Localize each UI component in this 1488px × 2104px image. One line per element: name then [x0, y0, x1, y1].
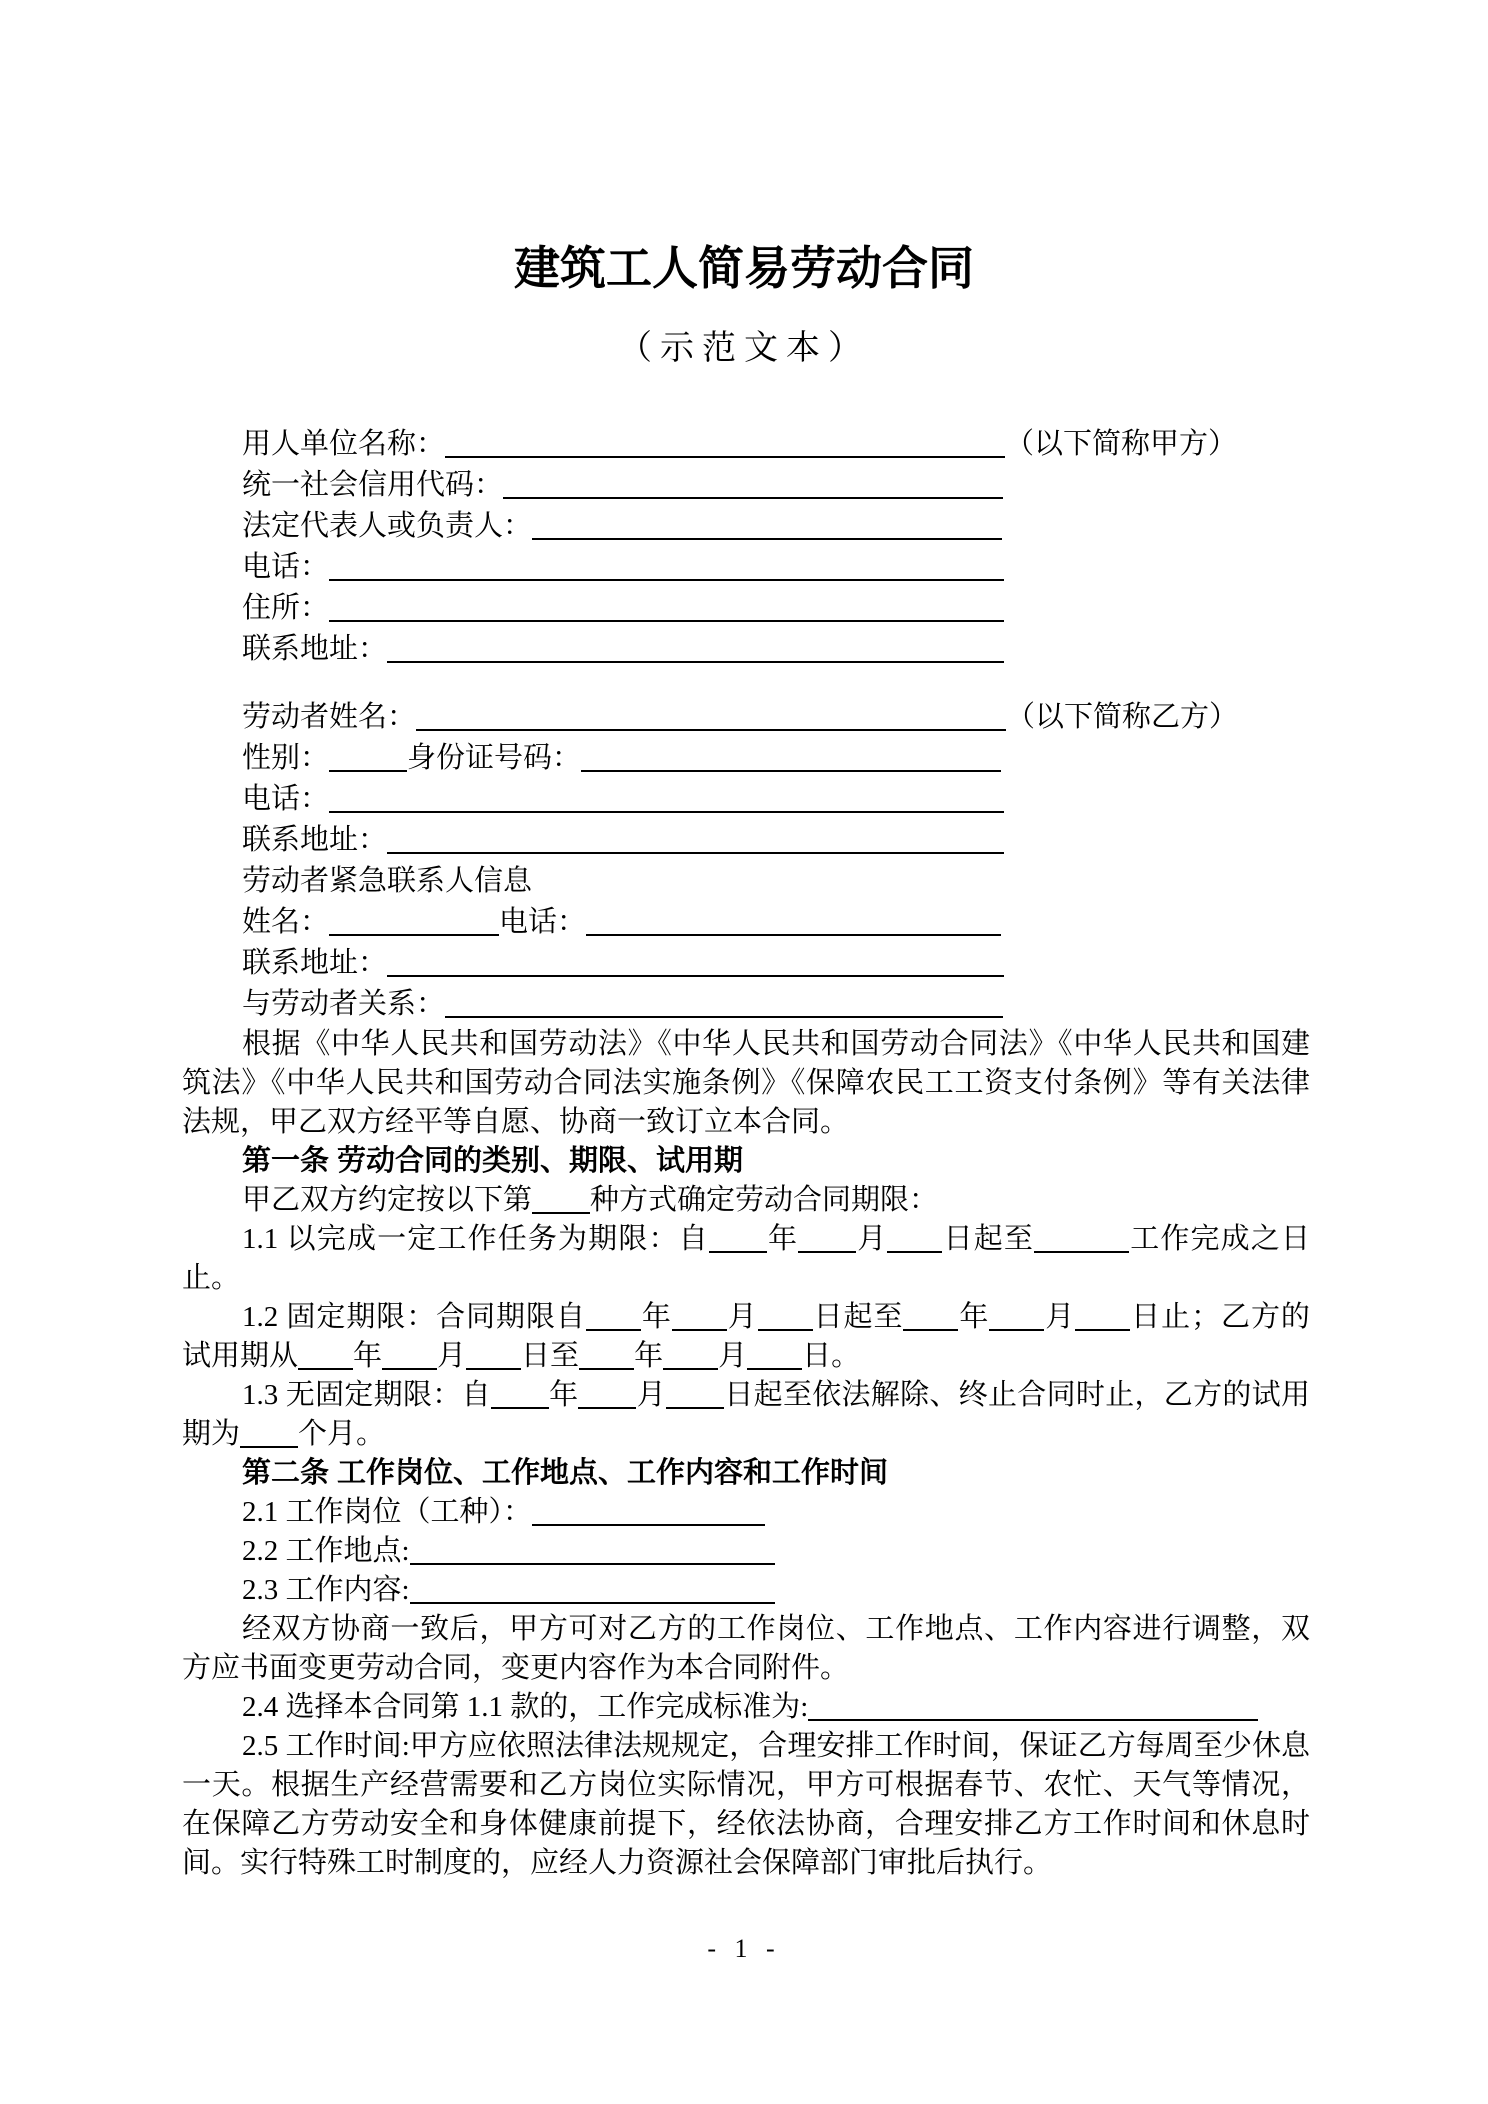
section-gap	[182, 670, 1310, 697]
blank-field	[578, 1380, 636, 1409]
text-segment: 2.2 工作地点:	[242, 1535, 410, 1567]
employer-name-line	[182, 424, 1310, 465]
blank-field	[445, 989, 1003, 1018]
text-segment: 甲乙双方约定按以下第	[242, 1184, 533, 1216]
blank-field	[672, 1302, 727, 1331]
text-segment: 身份证号码：	[407, 742, 582, 774]
text-segment: 姓名：	[242, 906, 330, 938]
worker-contact-address-line	[182, 820, 1310, 861]
credit-code-line	[182, 465, 1310, 506]
blank-field	[298, 1341, 353, 1370]
blank-field	[532, 1185, 590, 1214]
text-segment: 联系地址：	[242, 947, 388, 979]
text-segment: 2.3 工作内容:	[242, 1574, 410, 1606]
worker-phone-line	[182, 779, 1310, 820]
article-1-heading	[182, 1142, 1310, 1181]
text-segment: 日。	[802, 1340, 861, 1372]
legal-representative-line	[182, 506, 1310, 547]
employer-phone-line	[182, 547, 1310, 588]
text-segment: 月	[718, 1340, 748, 1372]
blank-field	[989, 1302, 1044, 1331]
text-segment: 月	[636, 1379, 667, 1411]
document-title: 建筑工人简易劳动合同	[514, 243, 974, 294]
blank-field	[466, 1341, 521, 1370]
text-segment: 工作完成之日止。	[182, 1223, 1310, 1294]
clause-1-2	[182, 1298, 1310, 1376]
text-segment: 联系地址：	[242, 633, 388, 665]
text-segment: 1.1 以完成一定工作任务为期限：自	[242, 1223, 709, 1255]
text-segment: 与劳动者关系：	[242, 988, 446, 1020]
page-number: - 1 -	[707, 1934, 781, 1963]
text-segment: 月	[856, 1223, 888, 1255]
blank-field	[532, 511, 1002, 540]
text-segment: 第二条 工作岗位、工作地点、工作内容和工作时间	[242, 1457, 889, 1489]
blank-field	[329, 907, 499, 936]
text-segment: 2.1 工作岗位（工种）：	[242, 1496, 533, 1528]
clause-1-3	[182, 1376, 1310, 1454]
emergency-relation-line	[182, 984, 1310, 1025]
document-subtitle: （示范文本）	[618, 330, 870, 367]
text-segment: 法定代表人或负责人：	[242, 510, 533, 542]
text-segment: 联系地址：	[242, 824, 388, 856]
blank-field	[532, 1497, 765, 1526]
blank-field	[410, 1536, 775, 1565]
document-body	[182, 424, 1310, 1883]
text-segment: 月	[1044, 1301, 1076, 1333]
text-segment: 电话：	[242, 783, 330, 815]
text-segment: 用人单位名称：	[242, 428, 446, 460]
blank-field	[387, 948, 1004, 977]
blank-field	[329, 784, 1004, 813]
blank-field	[387, 825, 1004, 854]
text-segment: 电话：	[499, 906, 587, 938]
employer-contact-address-line	[182, 629, 1310, 670]
text-segment: 日起至	[942, 1223, 1035, 1255]
term-method-line	[182, 1181, 1310, 1220]
blank-field	[586, 1302, 641, 1331]
blank-field	[808, 1692, 1258, 1721]
text-segment: 日起至	[812, 1301, 904, 1333]
text-segment: 日至	[521, 1340, 580, 1372]
text-segment: 年	[958, 1301, 990, 1333]
clause-1-1	[182, 1220, 1310, 1298]
text-segment: 电话：	[242, 551, 330, 583]
blank-field	[445, 429, 1005, 458]
blank-field	[758, 1302, 813, 1331]
blank-field	[491, 1380, 549, 1409]
clause-2-3	[182, 1571, 1310, 1610]
text-segment: 月	[726, 1301, 758, 1333]
text-segment: 日止；乙方的试用期从	[182, 1301, 1310, 1372]
text-segment: 年	[766, 1223, 799, 1255]
text-segment: 日起至依法解除、终止合同时止，乙方的试用期为	[182, 1379, 1310, 1450]
blank-field	[579, 1341, 634, 1370]
text-segment: 根据《中华人民共和国劳动法》《中华人民共和国劳动合同法》《中华人民共和国建筑法》《中华人民共和国劳动合同法实施条例》《保障农民工工资支付条例》等有关法律法规，甲乙双方经平等自愿、协商一致订立本合同。	[182, 1028, 1310, 1138]
blank-field	[329, 593, 1004, 622]
clause-2-5	[182, 1727, 1310, 1883]
blank-field	[903, 1302, 958, 1331]
text-segment: 经双方协商一致后，甲方可对乙方的工作岗位、工作地点、工作内容进行调整，双方应书面变更劳动合同，变更内容作为本合同附件。	[182, 1613, 1310, 1684]
emergency-contact-address-line	[182, 943, 1310, 984]
blank-field	[747, 1341, 802, 1370]
blank-field	[329, 552, 1004, 581]
text-segment: 年	[548, 1379, 579, 1411]
text-segment: 第一条 劳动合同的类别、期限、试用期	[242, 1145, 744, 1177]
emergency-contact-header	[182, 861, 1310, 902]
text-segment: 年	[640, 1301, 672, 1333]
blank-field	[586, 907, 1001, 936]
blank-field	[1034, 1224, 1129, 1253]
blank-field	[581, 743, 1001, 772]
blank-field	[387, 634, 1004, 663]
article-2-heading	[182, 1454, 1310, 1493]
clause-2-4	[182, 1688, 1310, 1727]
blank-field	[666, 1380, 724, 1409]
text-segment: 统一社会信用代码：	[242, 469, 504, 501]
text-segment: 1.3 无固定期限：自	[242, 1379, 491, 1411]
clause-2-2	[182, 1532, 1310, 1571]
text-segment: 2.4 选择本合同第 1.1 款的，工作完成标准为:	[242, 1691, 809, 1723]
text-segment: 年	[353, 1340, 383, 1372]
blank-field	[1075, 1302, 1130, 1331]
text-segment: 劳动者紧急联系人信息	[242, 865, 533, 897]
blank-field	[410, 1575, 775, 1604]
blank-field	[503, 470, 1003, 499]
text-segment: 1.2 固定期限：合同期限自	[242, 1301, 586, 1333]
blank-field	[887, 1224, 942, 1253]
blank-field	[709, 1224, 767, 1253]
employer-residence-line	[182, 588, 1310, 629]
blank-field	[416, 702, 1006, 731]
adjustment-paragraph	[182, 1610, 1310, 1688]
emergency-name-phone-line	[182, 902, 1310, 943]
text-segment: 2.5 工作时间:甲方应依照法律法规规定，合理安排工作时间，保证乙方每周至少休息一天。根据生产经营需要和乙方岗位实际情况，甲方可根据春节、农忙、天气等情况，在保障乙方劳动安全和身体健康前提下，经依法协商，合理安排乙方工作时间和休息时间。实行特殊工时制度的，应经人力资源社会保障部门审批后执行。	[182, 1730, 1310, 1879]
clause-2-1	[182, 1493, 1310, 1532]
text-segment: 个月。	[298, 1418, 386, 1450]
text-segment: 劳动者姓名：	[242, 701, 417, 733]
blank-field	[663, 1341, 718, 1370]
text-segment: （以下简称乙方）	[1006, 701, 1239, 733]
blank-field	[240, 1419, 298, 1448]
text-segment: 月	[437, 1340, 467, 1372]
blank-field	[382, 1341, 437, 1370]
text-segment: 住所：	[242, 592, 330, 624]
worker-name-line	[182, 697, 1310, 738]
text-segment: （以下简称甲方）	[1005, 428, 1238, 460]
text-segment: 年	[634, 1340, 664, 1372]
worker-gender-id-line	[182, 738, 1310, 779]
text-segment: 种方式确定劳动合同期限：	[590, 1184, 939, 1216]
blank-field	[329, 743, 407, 772]
legal-basis-paragraph	[182, 1025, 1310, 1142]
text-segment: 性别：	[242, 742, 330, 774]
blank-field	[798, 1224, 856, 1253]
